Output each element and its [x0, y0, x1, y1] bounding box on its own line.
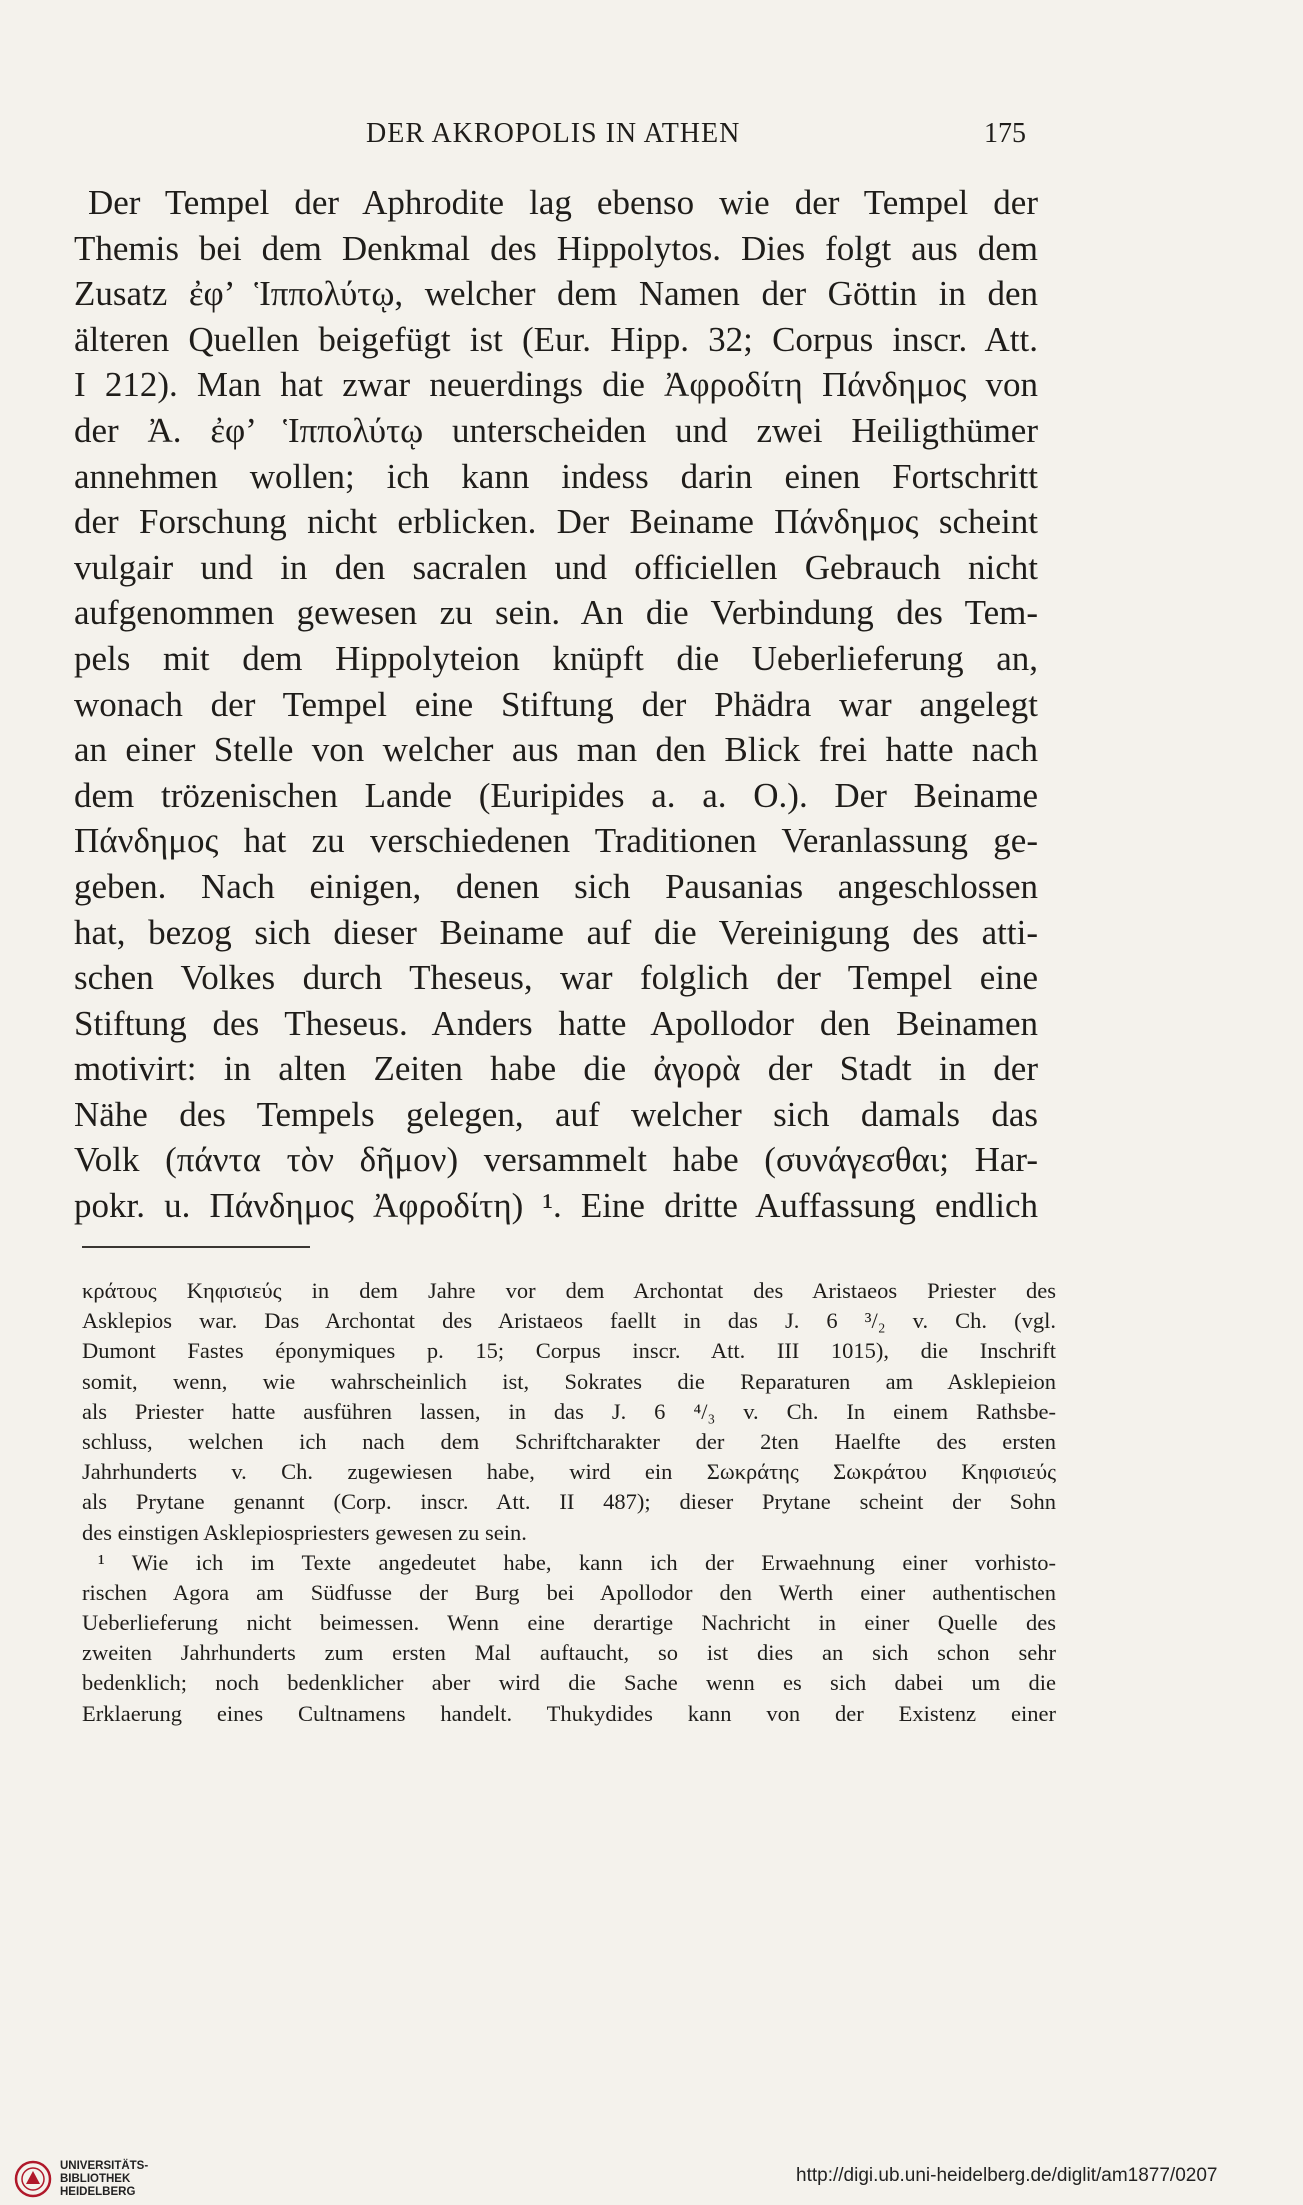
- text-line: älteren Quellen beigefügt ist (Eur. Hipp. 32; Corpus inscr. Att.: [74, 319, 1038, 359]
- text-line: vulgair und in den sacralen und officiellen Gebrauch nicht: [74, 547, 1038, 587]
- text-line: Stiftung des Theseus. Anders hatte Apollodor den Beinamen: [74, 1003, 1038, 1043]
- footnote-line: rischen Agora am Südfusse der Burg bei Apollodor den Werth einer authentischen: [82, 1579, 1056, 1605]
- footnote-line: Ueberlieferung nicht beimessen. Wenn eine derartige Nachricht in einer Quelle des: [82, 1610, 1056, 1636]
- text-line: Der Tempel der Aphrodite lag ebenso wie der Tempel der: [88, 183, 1038, 222]
- footnote-line: κράτους Κηφισιεύς in dem Jahre vor dem Archontat des Aristaeos Priester des: [82, 1278, 1056, 1303]
- footnote-line: schluss, welchen ich nach dem Schriftcharakter der 2ten Haelfte des ersten: [82, 1428, 1056, 1454]
- footnote-line: somit, wenn, wie wahrscheinlich ist, Sokrates die Reparaturen am Asklepieion: [82, 1368, 1056, 1394]
- footnote-line: zweiten Jahrhunderts zum ersten Mal auftaucht, so ist dies an sich schon sehr: [82, 1640, 1056, 1666]
- text-line: Volk (πάντα τὸν δῆμον) versammelt habe (συνάγεσθαι; Har-: [74, 1140, 1038, 1180]
- source-url[interactable]: http://digi.ub.uni-heidelberg.de/diglit/am1877/0207: [796, 2165, 1218, 2186]
- footnote-line: des einstigen Asklepiospriesters gewesen zu sein.: [82, 1519, 527, 1545]
- text-line: annehmen wollen; ich kann indess darin einen Fortschritt: [74, 456, 1038, 496]
- logo-line: HEIDELBERG: [60, 2186, 136, 2198]
- text-line: der Ἀ. ἐφ’ Ἱππολύτῳ unterscheiden und zwei Heiligthümer: [74, 410, 1038, 450]
- text-line: der Forschung nicht erblicken. Der Beiname Πάνδημος scheint: [74, 502, 1038, 542]
- footnote-line: als Prytane genannt (Corp. inscr. Att. II 487); dieser Prytane scheint der Sohn: [82, 1489, 1056, 1515]
- text-line: pels mit dem Hippolyteion knüpft die Ueberlieferung an,: [74, 638, 1038, 678]
- footnote-line: Erklaerung eines Cultnamens handelt. Thukydides kann von der Existenz einer: [82, 1700, 1056, 1726]
- text-line: dem trözenischen Lande (Euripides a. a. O.). Der Beiname: [74, 775, 1038, 815]
- footnote-rule: [82, 1246, 310, 1248]
- text-line: I 212). Man hat zwar neuerdings die Ἀφροδίτη Πάνδημος von: [74, 365, 1038, 405]
- footnote-line: Jahrhunderts v. Ch. zugewiesen habe, wird ein Σωκράτης Σωκράτου Κηφισιεύς: [82, 1459, 1056, 1485]
- footnote-line: bedenklich; noch bedenklicher aber wird die Sache wenn es sich dabei um die: [82, 1670, 1056, 1696]
- library-logo[interactable]: [14, 2158, 174, 2200]
- text-line: aufgenommen gewesen zu sein. An die Verbindung des Tem-: [74, 593, 1038, 633]
- main-text: [74, 180, 1038, 1229]
- text-line: wonach der Tempel eine Stiftung der Phädra war angelegt: [74, 684, 1038, 724]
- footnote-line: ¹ Wie ich im Texte angedeutet habe, kann ich der Erwaehnung einer vorhisto-: [98, 1549, 1056, 1575]
- text-line: hat, bezog sich dieser Beiname auf die Vereinigung des atti-: [74, 912, 1038, 952]
- text-line: schen Volkes durch Theseus, war folglich der Tempel eine: [74, 958, 1038, 998]
- logo-line: BIBLIOTHEK: [60, 2173, 131, 2185]
- text-line: Zusatz ἐφ’ Ἱππολύτῳ, welcher dem Namen der Göttin in den: [74, 274, 1038, 314]
- text-line: Πάνδημος hat zu verschiedenen Traditionen Veranlassung ge-: [74, 821, 1038, 861]
- text-line: Themis bei dem Denkmal des Hippolytos. Dies folgt aus dem: [74, 228, 1038, 268]
- library-logo-text: [60, 2160, 148, 2199]
- logo-line: UNIVERSITÄTS-: [60, 2160, 149, 2172]
- footnote-line: Asklepios war. Das Archontat des Aristaeos faellt in das J. 6 ³/₂ v. Ch. (vgl.: [82, 1308, 1056, 1334]
- text-line: pokr. u. Πάνδημος Ἀφροδίτη) ¹. Eine dritte Auffassung endlich: [74, 1186, 1038, 1226]
- header-title: DER AKROPOLIS IN ATHEN: [366, 118, 741, 149]
- page-number: 175: [984, 118, 1026, 149]
- footnote-line: Dumont Fastes éponymiques p. 15; Corpus inscr. Att. III 1015), die Inschrift: [82, 1338, 1056, 1364]
- footnote-line: als Priester hatte ausführen lassen, in das J. 6 ⁴/₃ v. Ch. In einem Rathsbe-: [82, 1398, 1056, 1424]
- university-seal-icon: [14, 2160, 52, 2198]
- running-header: [0, 118, 1303, 158]
- text-line: geben. Nach einigen, denen sich Pausanias angeschlossen: [74, 866, 1038, 906]
- text-line: an einer Stelle von welcher aus man den Blick frei hatte nach: [74, 730, 1038, 770]
- footnotes: [82, 1276, 1056, 1729]
- text-line: Nähe des Tempels gelegen, auf welcher sich damals das: [74, 1094, 1038, 1134]
- text-line: motivirt: in alten Zeiten habe die ἀγορὰ der Stadt in der: [74, 1049, 1038, 1089]
